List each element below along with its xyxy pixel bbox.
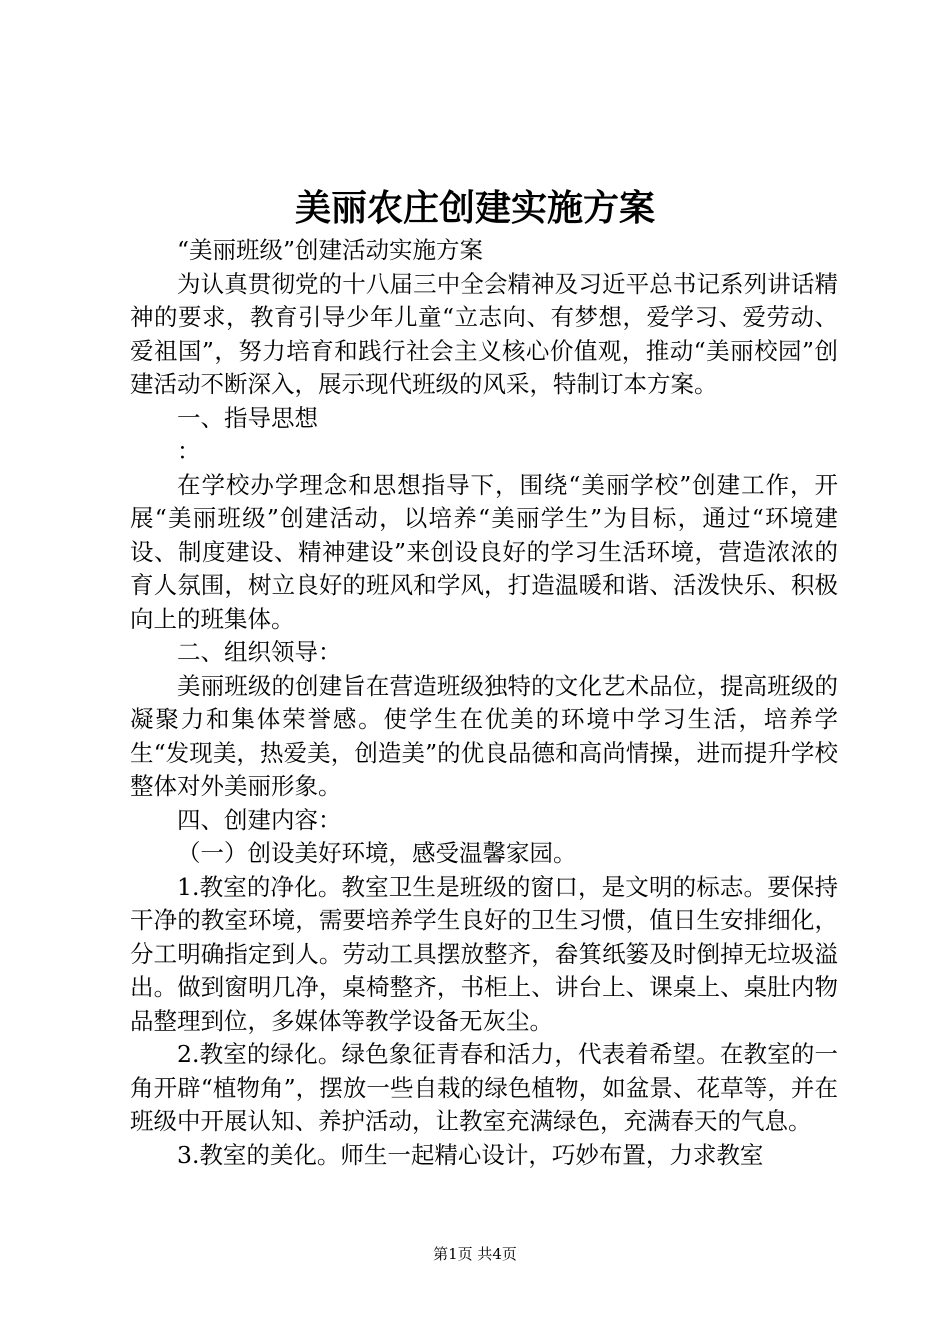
page-footer: 第1页 共4页 (433, 1245, 517, 1263)
paragraph-item-1: 1.教室的净化。教室卫生是班级的窗口，是文明的标志。要保持干净的教室环境，需要培养学生良好的卫生习惯，值日生安排细化，分工明确指定到人。劳动工具摆放整齐，畚箕纸篓及时倒掉无垃圾溢出。做到窗明几净，桌椅整齐，书柜上、讲台上、课桌上、桌肚内物品整理到位，多媒体等教学设备无灰尘。 (130, 872, 838, 1035)
section-heading-content: 四、创建内容： (177, 805, 342, 834)
paragraph-organization: 美丽班级的创建旨在营造班级独特的文化艺术品位，提高班级的凝聚力和集体荣誉感。使学生在优美的环境中学习生活，培养学生“发现美，热爱美，创造美”的优良品德和高尚情操，进而提升学校整体对外美丽形象。 (130, 671, 838, 800)
document-title: 美丽农庄创建实施方案 (294, 187, 655, 229)
paragraph-item-2: 2.教室的绿化。绿色象征青春和活力，代表着希望。在教室的一角开辟“植物角”，摆放一些自栽的绿色植物，如盆景、花草等，并在班级中开展认知、养护活动，让教室充满绿色，充满春天的气息。 (130, 1040, 838, 1135)
paragraph-intro: 为认真贯彻党的十八届三中全会精神及习近平总书记系列讲话精神的要求，教育引导少年儿童“立志向、有梦想，爱学习、爱劳动、爱祖国”，努力培育和践行社会主义核心价值观，推动“美丽校园”创建活动不断深入，展示现代班级的风采，特制订本方案。 (130, 269, 838, 398)
subsection-heading-environment: （一）创设美好环境，感受温馨家园。 (177, 839, 577, 867)
paragraph-guiding-ideology: 在学校办学理念和思想指导下，围绕“美丽学校”创建工作，开展“美丽班级”创建活动，以培养“美丽学生”为目标，通过“环境建设、制度建设、精神建设”来创设良好的学习生活环境，营造浓浓的育人氛围，树立良好的班风和学风，打造温暖和谐、活泼快乐、积极向上的班集体。 (130, 470, 838, 633)
paragraph-item-3: 3.教室的美化。师生一起精心设计，巧妙布置，力求教室 (177, 1140, 764, 1169)
document-body (130, 234, 838, 1172)
section-heading-organization: 二、组织领导： (177, 638, 342, 666)
paragraph-colon: ： (177, 437, 201, 465)
section-heading-guiding-ideology: 一、指导思想 (177, 403, 318, 432)
paragraph-subtitle: “美丽班级”创建活动实施方案 (177, 236, 484, 264)
